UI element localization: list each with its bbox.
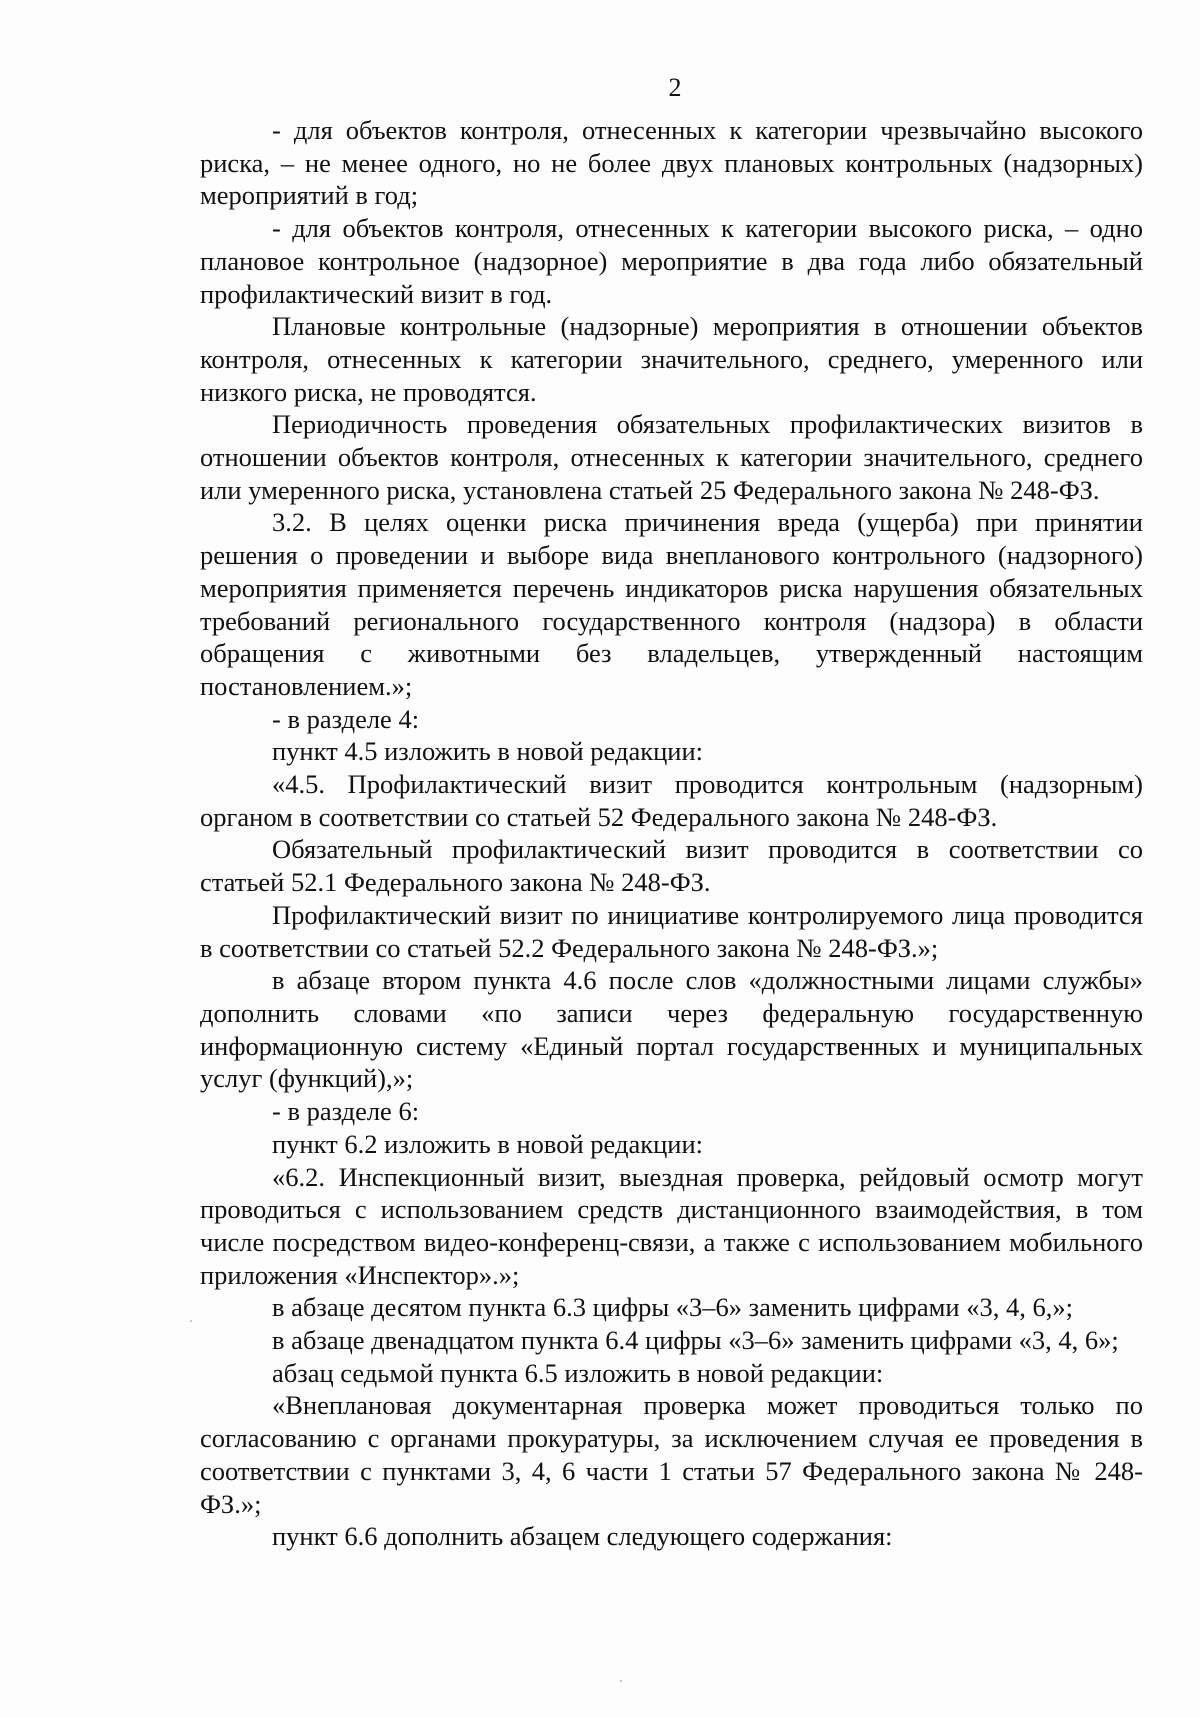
paragraph-16: в абзаце двенадцатом пункта 6.4 цифры «3–6» заменить цифрами «3, 4, 6»; (272, 1325, 1119, 1356)
paragraph-13: пункт 6.2 изложить в новой редакции: (272, 1128, 703, 1159)
document-body (200, 114, 1143, 1553)
paragraph-7: пункт 4.5 изложить в новой редакции: (272, 736, 703, 767)
paragraph-9: Обязательный профилактический визит проводится в соответствии со статьей 52.1 Федерального закона № 248-ФЗ. (200, 834, 1143, 898)
paragraph-17: абзац седьмой пункта 6.5 изложить в новой редакции: (272, 1357, 884, 1388)
paragraph-15: в абзаце десятом пункта 6.3 цифры «3–6» заменить цифрами «3, 4, 6,»; (272, 1292, 1073, 1323)
paragraph-4: Периодичность проведения обязательных профилактических визитов в отношении объектов контроля, отнесенных к категории значительного, среднего или умеренного риска, установлена статьей 25 Федерального закона № 248-ФЗ. (200, 409, 1143, 505)
paragraph-10: Профилактический визит по инициативе контролируемого лица проводится в соответствии со статьей 52.2 Федерального закона № 248-ФЗ.»; (200, 899, 1143, 963)
paragraph-5: 3.2. В целях оценки риска причинения вреда (ущерба) при принятии решения о проведении и выборе вида внепланового контрольного (надзорного) мероприятия применяется перечень индикаторов риска нарушения обязательных требований регионального государственного контроля (надзора) в области обращения с животными без владельцев, утвержденный настоящим постановлением.»; (200, 507, 1143, 701)
paragraph-1: - для объектов контроля, отнесенных к категории чрезвычайно высокого риска, – не менее одного, но не более двух плановых контрольных (надзорных) мероприятий в год; (200, 115, 1143, 211)
page-number: 2 (668, 73, 682, 102)
paragraph-6: - в разделе 4: (272, 703, 420, 734)
paragraph-2: - для объектов контроля, отнесенных к категории высокого риска, – одно плановое контрольное (надзорное) мероприятие в два года либо обязательный профилактический визит в год. (200, 213, 1143, 309)
paragraph-14: «6.2. Инспекционный визит, выездная проверка, рейдовый осмотр могут проводиться с использованием средств дистанционного взаимодействия, в том числе посредством видео-конференц-связи, а также с использованием мобильного приложения «Инспектор».»; (200, 1161, 1143, 1290)
scan-speck (190, 1320, 192, 1322)
paragraph-19: пункт 6.6 дополнить абзацем следующего содержания: (272, 1521, 893, 1552)
paragraph-11: в абзаце втором пункта 4.6 после слов «должностными лицами службы» дополнить словами «по записи через федеральную государственную информационную систему «Единый портал государственных и муниципальных услуг (функций),»; (200, 965, 1143, 1094)
scan-speck (620, 1680, 622, 1682)
paragraph-8: «4.5. Профилактический визит проводится контрольным (надзорным) органом в соответствии со статьей 52 Федерального закона № 248-ФЗ. (200, 769, 1143, 832)
paragraph-18: «Внеплановая документарная проверка может проводиться только по согласованию с органами прокуратуры, за исключением случая ее проведения в соответствии с пунктами 3, 4, 6 части 1 статьи 57 Федерального закона № 248-ФЗ.»; (200, 1390, 1143, 1519)
paragraph-12: - в разделе 6: (272, 1096, 420, 1127)
paragraph-3: Плановые контрольные (надзорные) мероприятия в отношении объектов контроля, отнесенных к категории значительного, среднего, умеренного или низкого риска, не проводятся. (200, 311, 1143, 407)
